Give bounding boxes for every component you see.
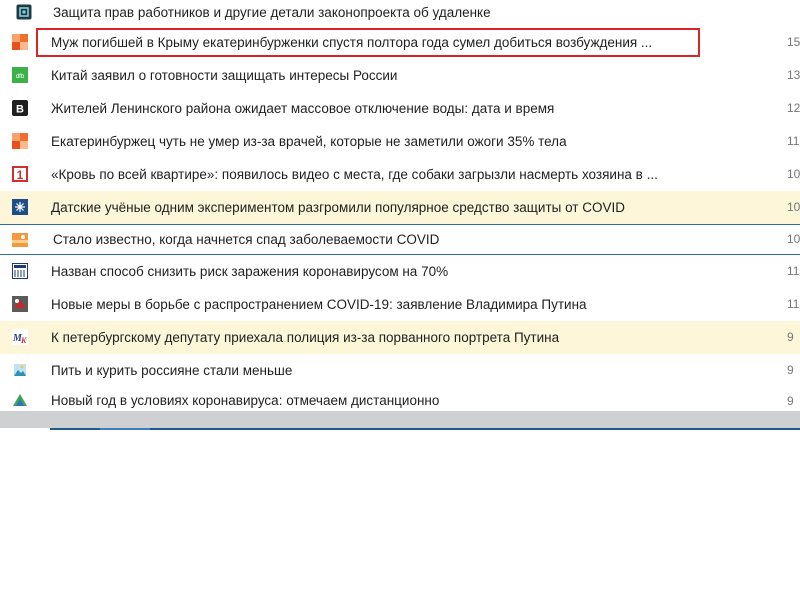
news-count: 9 <box>787 363 794 377</box>
news-title[interactable]: К петербургскому депутату приехала полиция из-за порванного портрета Путина <box>51 330 560 345</box>
news-title[interactable]: Екатеринбуржец чуть не умер из-за врачей, которые не заметили ожоги 35% тела <box>51 134 567 149</box>
news-item[interactable] <box>0 387 800 411</box>
orange-stripe-icon <box>12 232 28 248</box>
news-count: 15 <box>787 35 800 49</box>
rbc-green-icon <box>12 67 28 83</box>
triangle-logo-icon <box>12 392 28 408</box>
news-count: 11 <box>787 134 800 148</box>
news-item[interactable] <box>0 224 800 255</box>
news-title[interactable]: Назван способ снизить риск заражения коронавирусом на 70% <box>51 264 449 279</box>
news-item[interactable] <box>0 125 800 158</box>
news-count: 12 <box>787 101 800 115</box>
news-title[interactable]: Новые меры в борьбе с распространением COVID-19: заявление Владимира Путина <box>51 297 587 312</box>
news-count: 10 <box>787 232 800 246</box>
news-item[interactable] <box>0 255 800 288</box>
letter-b-icon <box>12 100 28 116</box>
news-item[interactable] <box>0 354 800 387</box>
footer-divider-accent <box>100 428 150 430</box>
news-title[interactable]: Новый год в условиях коронавируса: отмечаем дистанционно <box>51 393 440 408</box>
newspaper-icon <box>12 263 28 279</box>
svg-text:B: B <box>16 103 24 116</box>
news-count: 11 <box>787 297 800 311</box>
svg-text:1: 1 <box>16 168 24 182</box>
news-item[interactable] <box>0 92 800 125</box>
snowflake-icon <box>12 199 28 215</box>
news-item-highlighted[interactable] <box>0 321 800 354</box>
svg-text:dfb: dfb <box>15 74 25 80</box>
svg-text:M: M <box>13 333 22 344</box>
red-globe-icon <box>12 296 28 312</box>
orange-blocks-icon <box>12 34 28 50</box>
news-count: 10 <box>787 200 800 214</box>
news-title[interactable]: Защита прав работников и другие детали законопроекта об удаленке <box>53 5 491 20</box>
svg-text:K: K <box>21 336 27 345</box>
news-item[interactable] <box>0 158 800 191</box>
channel-one-icon <box>12 166 28 182</box>
news-title[interactable]: Китай заявил о готовности защищать интересы России <box>51 68 398 83</box>
news-item[interactable] <box>0 26 800 59</box>
news-item-highlighted[interactable] <box>0 191 800 224</box>
footer-divider <box>50 428 800 430</box>
news-count: 10 <box>787 167 800 181</box>
news-item[interactable] <box>0 0 800 26</box>
square-play-icon <box>16 4 32 20</box>
news-title[interactable]: Датские учёные одним экспериментом разгромили популярное средство защиты от COVID <box>51 200 625 215</box>
news-title[interactable]: Пить и курить россияне стали меньше <box>51 363 293 378</box>
landscape-icon <box>12 362 28 378</box>
news-title[interactable]: Стало известно, когда начнется спад заболеваемости COVID <box>53 232 440 247</box>
news-title[interactable]: «Кровь по всей квартире»: появилось видео с места, где собаки загрызли насмерть хозяина в ... <box>51 167 658 182</box>
news-item[interactable] <box>0 288 800 321</box>
news-count: 11 <box>787 264 800 278</box>
news-title[interactable]: Жителей Ленинского района ожидает массовое отключение воды: дата и время <box>51 101 555 116</box>
mk-logo-icon <box>12 329 28 345</box>
news-count: 9 <box>787 394 794 408</box>
news-item[interactable] <box>0 59 800 92</box>
news-count: 13 <box>787 68 800 82</box>
news-count: 9 <box>787 330 794 344</box>
footer-bar <box>0 411 800 428</box>
news-title[interactable]: Муж погибшей в Крыму екатеринбурженки спустя полтора года сумел добиться возбуждения ... <box>51 35 653 50</box>
orange-blocks-icon <box>12 133 28 149</box>
